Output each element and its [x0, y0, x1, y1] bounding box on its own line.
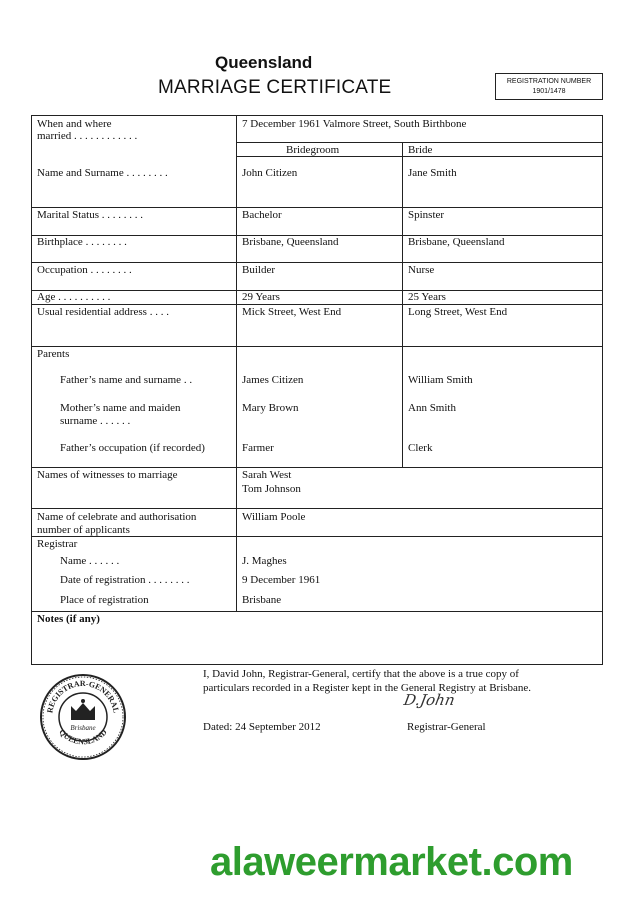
parents-label: Parents — [37, 348, 70, 360]
bride-birthplace: Brisbane, Queensland — [408, 236, 505, 248]
bride-father-occupation: Clerk — [408, 442, 433, 454]
crown-icon — [71, 699, 95, 720]
row-divider — [32, 611, 602, 612]
mother-label: Mother’s name and maiden — [60, 402, 181, 414]
dated-text: Dated: 24 September 2012 — [203, 721, 321, 733]
name-label: Name and Surname . . . . . . . . — [37, 167, 168, 179]
row-divider — [32, 207, 602, 208]
when-where-label: When and where — [37, 118, 112, 130]
state-heading: Queensland — [215, 53, 313, 72]
bride-father: William Smith — [408, 374, 473, 386]
row-divider — [32, 508, 602, 509]
groom-occupation: Builder — [242, 264, 275, 276]
marital-status-label: Marital Status . . . . . . . . — [37, 209, 144, 221]
registrar-seal — [38, 672, 128, 762]
row-divider — [32, 290, 602, 291]
groom-name: John Citizen — [242, 167, 298, 179]
registrar-label: Registrar — [37, 538, 78, 550]
witness-2: Tom Johnson — [242, 483, 301, 495]
father-occupation-label: Father’s occupation (if recorded) — [60, 442, 205, 454]
registration-number-value: 1901/1478 — [532, 88, 566, 95]
groom-residence: Mick Street, West End — [242, 306, 342, 318]
birthplace-label: Birthplace . . . . . . . . — [37, 236, 127, 248]
residence-label: Usual residential address . . . . — [37, 306, 169, 318]
registration-place-label: Place of registration — [60, 594, 149, 606]
row-divider — [32, 262, 602, 263]
witnesses-label: Names of witnesses to marriage — [37, 469, 178, 481]
registrar-signature: D.John — [402, 691, 457, 709]
notes-label: Notes (if any) — [37, 613, 100, 625]
seal-top-text: REGISTRAR-GENERAL — [45, 678, 121, 714]
bride-name: Jane Smith — [408, 167, 457, 179]
row-divider — [32, 467, 602, 468]
bride-mother: Ann Smith — [408, 402, 456, 414]
registration-number-box — [495, 73, 603, 100]
row-divider — [236, 142, 602, 143]
groom-age: 29 Years — [242, 291, 280, 303]
registration-date-label: Date of registration . . . . . . . . — [60, 574, 190, 586]
watermark-text: alaweermarket.com — [210, 840, 573, 884]
age-label: Age . . . . . . . . . . — [37, 291, 111, 303]
bride-occupation: Nurse — [408, 264, 435, 276]
certificate-title: MARRIAGE CERTIFICATE — [158, 77, 392, 98]
column-header-bridegroom: Bridegroom — [286, 144, 340, 156]
bride-residence: Long Street, West End — [408, 306, 508, 318]
bride-marital-status: Spinster — [408, 209, 445, 221]
seal-center-text: Brisbane — [70, 724, 96, 732]
registrar-name-value: J. Maghes — [242, 555, 287, 567]
groom-birthplace: Brisbane, Queensland — [242, 236, 339, 248]
mother-label-cont: surname . . . . . . — [60, 415, 131, 427]
when-where-label-cont: married . . . . . . . . . . . . — [37, 130, 138, 142]
bride-age: 25 Years — [408, 291, 446, 303]
celebrant-label-cont: number of applicants — [37, 524, 130, 536]
when-where-value: 7 December 1961 Valmore Street, South Birthbone — [242, 118, 467, 130]
signatory-title: Registrar-General — [407, 721, 486, 733]
groom-mother: Mary Brown — [242, 402, 299, 414]
registration-place-value: Brisbane — [242, 594, 282, 606]
groom-father-occupation: Farmer — [242, 442, 274, 454]
occupation-label: Occupation . . . . . . . . — [37, 264, 132, 276]
registration-number-label: REGISTRATION NUMBER — [506, 78, 592, 85]
row-divider — [32, 346, 602, 347]
celebrant-label: Name of celebrate and authorisation — [37, 511, 197, 523]
registration-date-value: 9 December 1961 — [242, 574, 321, 586]
certification-line-1: I, David John, Registrar-General, certify that the above is a true copy of — [203, 668, 519, 680]
celebrant-value: William Poole — [242, 511, 306, 523]
groom-father: James Citizen — [242, 374, 304, 386]
certification-line-2: particulars recorded in a Register kept in the General Registry at Brisbane. — [203, 682, 532, 694]
column-header-bride: Bride — [408, 144, 433, 156]
witness-1: Sarah West — [242, 469, 292, 481]
registrar-name-label: Name . . . . . . — [60, 555, 120, 567]
row-divider — [32, 304, 602, 305]
certificate-table — [31, 115, 603, 665]
father-label: Father’s name and surname . . — [60, 374, 193, 386]
groom-marital-status: Bachelor — [242, 209, 282, 221]
seal-bottom-text: QUEENSLAND — [57, 727, 109, 747]
